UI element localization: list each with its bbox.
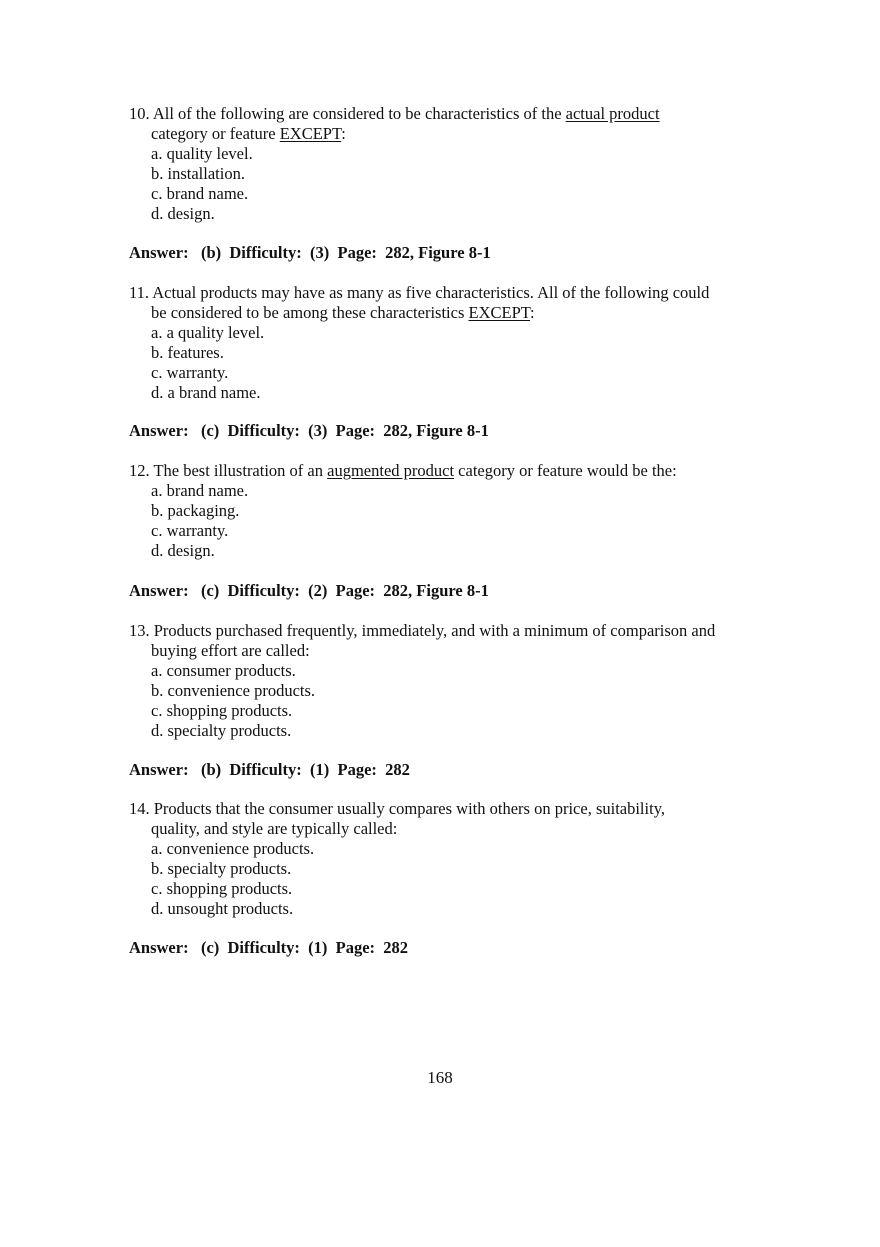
question-11 <box>129 283 769 403</box>
question-stem: 14. Products that the consumer usually compares with others on price, suitability, <box>129 799 665 818</box>
question-stem-continued: category or feature EXCEPT: <box>151 124 346 143</box>
question-14 <box>129 799 769 919</box>
option-c: c. brand name. <box>151 184 249 203</box>
question-stem: 13. Products purchased frequently, immediately, and with a minimum of comparison and <box>129 621 716 640</box>
option-a: a. quality level. <box>151 144 253 163</box>
question-stem: 11. Actual products may have as many as five characteristics. All of the following could <box>129 283 710 302</box>
option-a: a. consumer products. <box>151 661 296 680</box>
answer-line-11: Answer: (c) Difficulty: (3) Page: 282, Figure 8-1 <box>129 421 489 440</box>
option-c: c. shopping products. <box>151 879 293 898</box>
question-stem-continued: buying effort are called: <box>151 641 310 660</box>
option-d: d. unsought products. <box>151 899 294 918</box>
option-b: b. specialty products. <box>151 859 292 878</box>
underlined-term: EXCEPT <box>468 303 531 322</box>
question-stem: 12. The best illustration of an augmented product category or feature would be the: <box>129 461 677 480</box>
option-d: d. a brand name. <box>151 383 261 402</box>
answer-line-14: Answer: (c) Difficulty: (1) Page: 282 <box>129 938 409 957</box>
answer-line-10: Answer: (b) Difficulty: (3) Page: 282, Figure 8-1 <box>129 243 491 262</box>
underlined-term: EXCEPT <box>279 124 342 143</box>
option-a: a. brand name. <box>151 481 249 500</box>
option-d: d. design. <box>151 541 215 560</box>
question-stem-continued: quality, and style are typically called: <box>151 819 398 838</box>
option-a: a. convenience products. <box>151 839 315 858</box>
answer-line-12: Answer: (c) Difficulty: (2) Page: 282, Figure 8-1 <box>129 581 489 600</box>
underlined-term: actual product <box>565 104 660 123</box>
page-number: 168 <box>427 1068 453 1087</box>
question-10 <box>129 104 769 224</box>
option-b: b. features. <box>151 343 224 362</box>
option-b: b. convenience products. <box>151 681 316 700</box>
option-b: b. installation. <box>151 164 245 183</box>
question-stem-continued: be considered to be among these characteristics EXCEPT: <box>151 303 535 322</box>
option-c: c. shopping products. <box>151 701 293 720</box>
option-b: b. packaging. <box>151 501 240 520</box>
underlined-term: augmented product <box>327 461 455 480</box>
question-13 <box>129 621 769 741</box>
question-12 <box>129 461 769 561</box>
option-d: d. design. <box>151 204 215 223</box>
answer-line-13: Answer: (b) Difficulty: (1) Page: 282 <box>129 760 410 779</box>
question-stem: 10. All of the following are considered to be characteristics of the actual product <box>129 104 660 123</box>
option-c: c. warranty. <box>151 521 229 540</box>
option-a: a. a quality level. <box>151 323 265 342</box>
option-d: d. specialty products. <box>151 721 292 740</box>
option-c: c. warranty. <box>151 363 229 382</box>
